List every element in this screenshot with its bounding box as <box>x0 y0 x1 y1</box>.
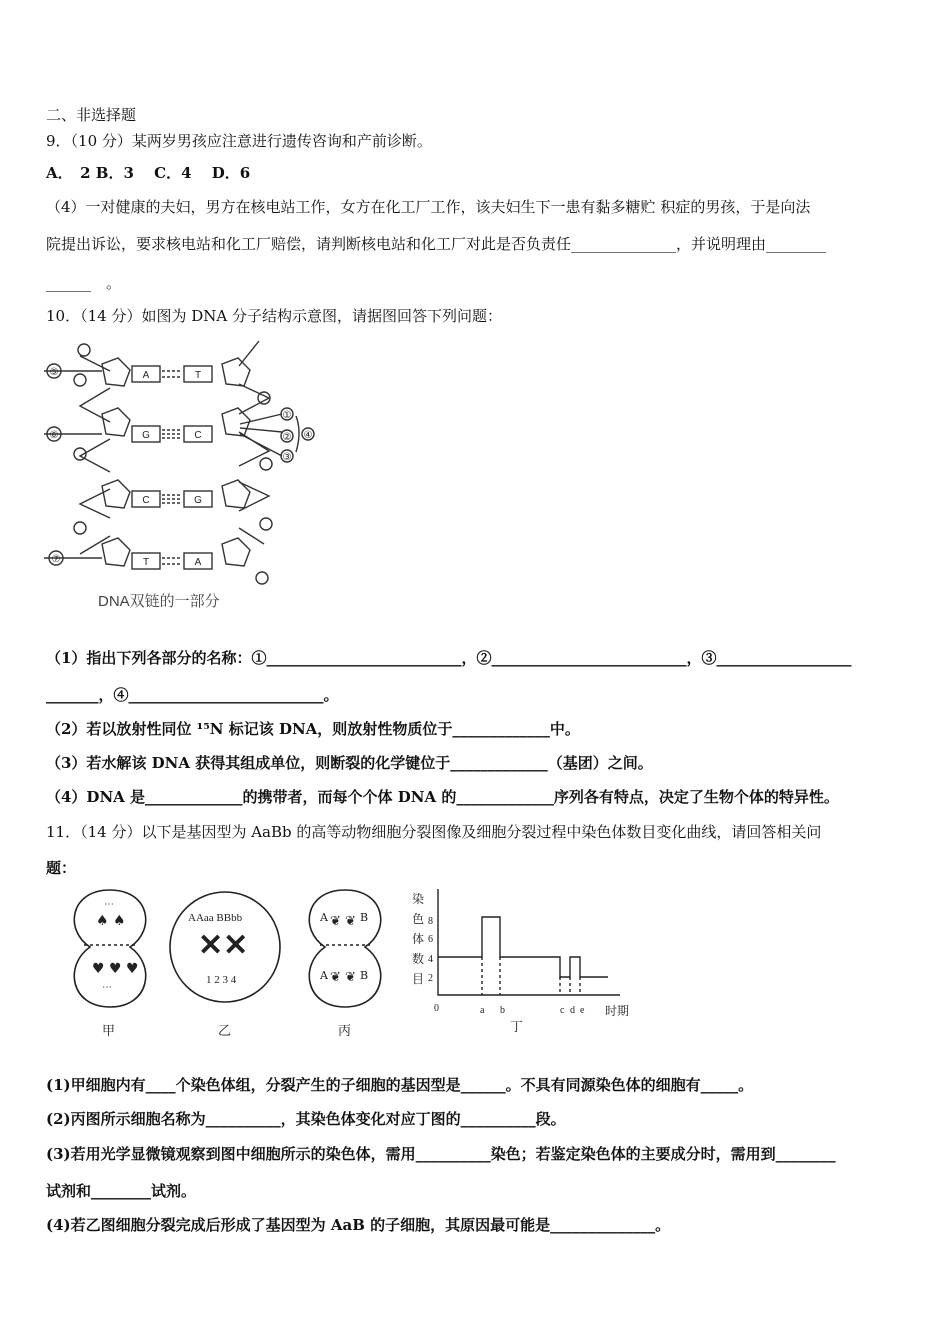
q11-stem-line2: 题： <box>46 859 77 877</box>
bing-gene-a2: A <box>320 969 328 982</box>
base-left-4: T <box>142 557 150 568</box>
caption-jia: 甲 <box>102 1023 116 1038</box>
q10-sub1-line1: （1）指出下列各部分的名称：①__________________________，②__________________________，③__________________ <box>46 649 852 667</box>
dna-structure-figure <box>44 336 334 616</box>
q11-sub1: (1)甲细胞内有____个染色体组，分裂产生的子细胞的基因型是______。不具有同源染色体的细胞有_____。 <box>46 1076 754 1094</box>
ding-tick-6: 6 <box>428 934 433 945</box>
ding-point-c: c <box>560 1005 565 1016</box>
q11-sub3-line2: 试剂和________试剂。 <box>46 1182 197 1200</box>
q9-part4-line1: （4）一对健康的夫妇，男方在核电站工作，女方在化工厂工作，该夫妇生下一患有黏多糖贮 积症的男孩，于是向法 <box>46 198 811 216</box>
ding-tick-8: 8 <box>428 916 433 927</box>
base-left-1: A <box>142 370 150 381</box>
caption-bing: 丙 <box>338 1023 352 1038</box>
label-4: ④ <box>303 430 313 441</box>
label-1: ① <box>282 410 292 421</box>
base-right-4: A <box>194 557 202 568</box>
base-right-2: C <box>194 430 202 441</box>
svg-text:♠ ♠: ♠ ♠ <box>96 913 126 929</box>
ding-ylabel-4: 数 <box>412 952 425 966</box>
ding-ylabel-1: 染 <box>412 892 425 906</box>
q10-sub1-line2: _______，④__________________________。 <box>46 686 339 704</box>
q10-sub3: （3）若水解该 DNA 获得其组成单位，则断裂的化学键位于_____________（基团）之间。 <box>46 754 653 772</box>
label-5: ⑤ <box>49 367 59 378</box>
ding-point-e: e <box>580 1005 585 1016</box>
ding-ylabel-5: 目 <box>412 972 425 986</box>
q11-sub3-line1: (3)若用光学显微镜观察到图中细胞所示的染色体，需用__________染色；若鉴定染色体的主要成分时，需用到________ <box>46 1145 836 1163</box>
bing-gene-a1: A <box>320 911 328 924</box>
q10-sub4: （4）DNA 是_____________的携带者，而每个个体 DNA 的_____________序列各有特点，决定了生物个体的特异性。 <box>46 788 839 806</box>
q9-part4-line3: ______ 。 <box>46 274 122 292</box>
section-heading: 二、非选择题 <box>46 106 137 124</box>
base-left-3: C <box>142 495 150 506</box>
svg-text:⋯: ⋯ <box>102 982 112 993</box>
svg-text:✕✕: ✕✕ <box>198 928 249 963</box>
label-2: ② <box>282 432 292 443</box>
caption-ding: 丁 <box>510 1019 524 1034</box>
svg-text:❦ ❦: ❦ ❦ <box>330 970 356 985</box>
q10-stem: 10．（14 分）如图为 DNA 分子结构示意图，请据图回答下列问题： <box>46 307 502 325</box>
bing-gene-b1: B <box>360 911 369 924</box>
q10-sub2: （2）若以放射性同位 ¹⁵N 标记该 DNA，则放射性物质位于_____________中。 <box>46 720 580 738</box>
svg-text:❦ ❦: ❦ ❦ <box>330 914 356 929</box>
ding-point-b: b <box>500 1005 505 1016</box>
ding-point-d: d <box>570 1005 575 1016</box>
ding-xlabel: 时期 <box>605 1004 630 1018</box>
base-right-1: T <box>194 370 202 381</box>
base-left-2: G <box>142 430 150 441</box>
cell-division-figure <box>60 885 650 1045</box>
label-7: ⑦ <box>51 554 61 565</box>
yi-numbers: 1 2 3 4 <box>206 974 237 986</box>
q11-sub2: (2)丙图所示细胞名称为__________，其染色体变化对应丁图的__________段。 <box>46 1110 566 1128</box>
yi-gene-labels: AAaa BBbb <box>188 912 243 924</box>
ding-tick-4: 4 <box>428 954 433 965</box>
dna-figure-caption: DNA双链的一部分 <box>98 593 220 610</box>
svg-text:⋯: ⋯ <box>104 899 114 910</box>
q11-sub4: (4)若乙图细胞分裂完成后形成了基因型为 AaB 的子细胞，其原因最可能是______________。 <box>46 1216 671 1234</box>
ding-tick-2: 2 <box>428 973 433 984</box>
q9-stem: 9．（10 分）某两岁男孩应注意进行遗传咨询和产前诊断。 <box>46 132 432 150</box>
q11-stem-line1: 11．（14 分）以下是基因型为 AaBb 的高等动物细胞分裂图像及细胞分裂过程中染色体数目变化曲线，请回答相关问 <box>46 823 822 841</box>
label-3: ③ <box>282 452 292 463</box>
q9-part4-line2: 院提出诉讼，要求核电站和化工厂赔偿，请判断核电站和化工厂对此是否负责任______________，并说明理由________ <box>46 235 827 253</box>
base-right-3: G <box>194 495 202 506</box>
ding-point-a: a <box>480 1005 485 1016</box>
q9-options: A． 2 B．3 C．4 D．6 <box>46 164 251 182</box>
ding-tick-0: 0 <box>434 1003 439 1014</box>
ding-ylabel-2: 色 <box>412 912 425 926</box>
bing-gene-b2: B <box>360 969 369 982</box>
caption-yi: 乙 <box>218 1023 232 1038</box>
label-6: ⑥ <box>49 430 59 441</box>
svg-text:♥ ♥ ♥: ♥ ♥ ♥ <box>92 961 139 977</box>
ding-ylabel-3: 体 <box>412 932 425 946</box>
